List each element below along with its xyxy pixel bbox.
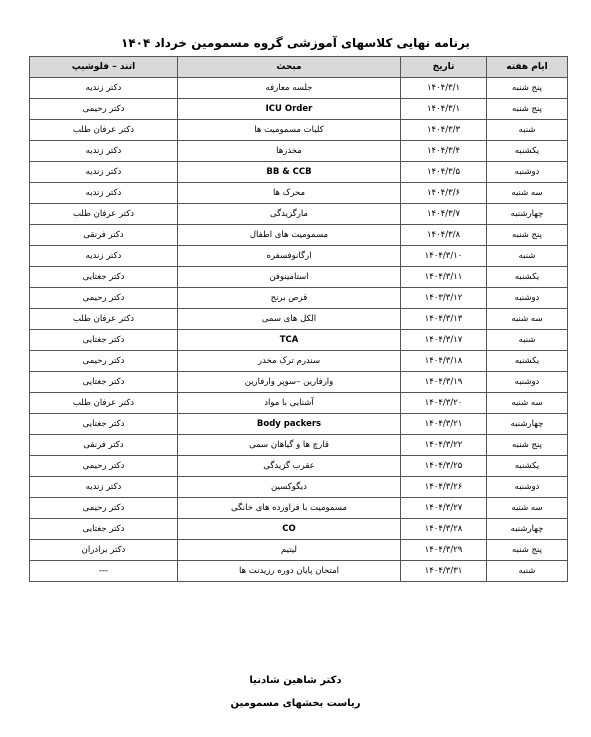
day-cell: یکشنبه [487, 456, 568, 477]
day-cell: یکشنبه [487, 267, 568, 288]
topic-cell: امتحان پایان دوره رزیدنت ها [178, 561, 401, 582]
day-cell: سه شنبه [487, 183, 568, 204]
table-row [30, 120, 568, 141]
date-cell: ۱۴۰۴/۳/۵ [401, 162, 487, 183]
teacher-cell: دکتر فرنقی [30, 225, 178, 246]
day-cell: سه شنبه [487, 498, 568, 519]
header-teacher: اتند – فلوشیپ [30, 57, 178, 78]
day-cell: چهارشنبه [487, 414, 568, 435]
table-row [30, 309, 568, 330]
teacher-cell: دکتر رحیمی [30, 351, 178, 372]
topic-cell: الکل های سمی [178, 309, 401, 330]
teacher-cell: دکتر عرفان طلب [30, 204, 178, 225]
table-row [30, 183, 568, 204]
day-cell: شنبه [487, 120, 568, 141]
teacher-cell: دکتر جغتایی [30, 330, 178, 351]
teacher-cell: دکتر جغتایی [30, 519, 178, 540]
date-cell: ۱۴۰۴/۳/۱ [401, 78, 487, 99]
teacher-cell: دکتر رحیمی [30, 288, 178, 309]
topic-cell: قرص برنج [178, 288, 401, 309]
day-cell: شنبه [487, 561, 568, 582]
date-cell: ۱۴۰۴/۳/۳ [401, 120, 487, 141]
teacher-cell: دکتر زندیه [30, 246, 178, 267]
topic-cell: قارچ ها و گیاهان سمی [178, 435, 401, 456]
teacher-cell: دکتر رحیمی [30, 456, 178, 477]
table-row [30, 561, 568, 582]
teacher-cell: دکتر زندیه [30, 477, 178, 498]
day-cell: پنج شنبه [487, 435, 568, 456]
date-cell: ۱۴۰۴/۳/۱۸ [401, 351, 487, 372]
teacher-cell: دکتر جغتایی [30, 267, 178, 288]
topic-cell: وارفارین –سوپر وارفارین [178, 372, 401, 393]
date-cell: ۱۴۰۴/۳/۱۱ [401, 267, 487, 288]
day-cell: سه شنبه [487, 309, 568, 330]
header-topic: مبحث [178, 57, 401, 78]
day-cell: پنج شنبه [487, 540, 568, 561]
teacher-cell: دکتر عرفان طلب [30, 120, 178, 141]
day-cell: سه شنبه [487, 393, 568, 414]
table-row [30, 351, 568, 372]
day-cell: شنبه [487, 330, 568, 351]
table-row [30, 498, 568, 519]
topic-cell: مسمومیت های اطفال [178, 225, 401, 246]
table-row [30, 99, 568, 120]
table-row [30, 393, 568, 414]
table-row [30, 288, 568, 309]
teacher-cell: دکتر زندیه [30, 183, 178, 204]
topic-cell: مخدرها [178, 141, 401, 162]
topic-cell: جلسه معارفه [178, 78, 401, 99]
day-cell: یکشنبه [487, 141, 568, 162]
topic-cell: مارگزیدگی [178, 204, 401, 225]
date-cell: ۱۴۰۴/۳/۳۱ [401, 561, 487, 582]
date-cell: ۱۴۰۴/۳/۲۵ [401, 456, 487, 477]
day-cell: شنبه [487, 246, 568, 267]
day-cell: دوشنبه [487, 372, 568, 393]
topic-cell: استامینوفن [178, 267, 401, 288]
topic-cell: BB & CCB [178, 162, 401, 183]
topic-cell: آشنایی با مواد [178, 393, 401, 414]
table-row [30, 435, 568, 456]
table-row [30, 414, 568, 435]
topic-cell: سندرم ترک مخدر [178, 351, 401, 372]
teacher-cell: دکتر رحیمی [30, 99, 178, 120]
table-row [30, 246, 568, 267]
date-cell: ۱۴۰۴/۳/۱۰ [401, 246, 487, 267]
topic-cell: مسمومیت با فراورده های خانگی [178, 498, 401, 519]
table-row [30, 78, 568, 99]
table-row [30, 477, 568, 498]
teacher-cell: دکتر زندیه [30, 162, 178, 183]
date-cell: ۱۴۰۴/۳/۲۹ [401, 540, 487, 561]
date-cell: ۱۴۰۴/۳/۱۳ [401, 309, 487, 330]
topic-cell: لیتیم [178, 540, 401, 561]
signature-name: دکتر شاهین شادنیا [249, 675, 342, 686]
table-row [30, 162, 568, 183]
date-cell: ۱۴۰۴/۳/۱۷ [401, 330, 487, 351]
table-row [30, 519, 568, 540]
topic-cell: TCA [178, 330, 401, 351]
teacher-cell: دکتر جغتایی [30, 372, 178, 393]
date-cell: ۱۴۰۴/۳/۷ [401, 204, 487, 225]
day-cell: پنج شنبه [487, 225, 568, 246]
day-cell: دوشنبه [487, 288, 568, 309]
teacher-cell: دکتر زندیه [30, 78, 178, 99]
date-cell: ۱۴۰۴/۳/۸ [401, 225, 487, 246]
date-cell: ۱۴۰۴/۳/۴ [401, 141, 487, 162]
topic-cell: محرک ها [178, 183, 401, 204]
date-cell: ۱۴۰۴/۳/۶ [401, 183, 487, 204]
table-row [30, 267, 568, 288]
signature-position: ریاست بخشهای مسمومین [230, 698, 361, 709]
day-cell: دوشنبه [487, 162, 568, 183]
table-row [30, 141, 568, 162]
table-row [30, 372, 568, 393]
date-cell: ۱۴۰۴/۳/۲۷ [401, 498, 487, 519]
teacher-cell: دکتر عرفان طلب [30, 393, 178, 414]
teacher-cell: --- [30, 561, 178, 582]
page-title: برنامه نهایی کلاسهای آموزشی گروه مسمومین خرداد ۱۴۰۴ [121, 36, 470, 50]
date-cell: ۱۴۰۴/۳/۱۹ [401, 372, 487, 393]
schedule-table [29, 56, 568, 582]
topic-cell: ICU Order [178, 99, 401, 120]
topic-cell: کلیات مسمومیت ها [178, 120, 401, 141]
day-cell: پنج شنبه [487, 78, 568, 99]
table-row [30, 540, 568, 561]
header-day: ایام هفته [487, 57, 568, 78]
teacher-cell: دکتر برادران [30, 540, 178, 561]
topic-cell: CO [178, 519, 401, 540]
day-cell: چهارشنبه [487, 519, 568, 540]
table-row [30, 456, 568, 477]
topic-cell: ارگانوفسفره [178, 246, 401, 267]
header-date: تاریخ [401, 57, 487, 78]
date-cell: ۱۴۰۴/۳/۲۲ [401, 435, 487, 456]
teacher-cell: دکتر رحیمی [30, 498, 178, 519]
teacher-cell: دکتر فرنقی [30, 435, 178, 456]
date-cell: ۱۴۰۴/۳/۲۶ [401, 477, 487, 498]
teacher-cell: دکتر زندیه [30, 141, 178, 162]
day-cell: یکشنبه [487, 351, 568, 372]
teacher-cell: دکتر جغتایی [30, 414, 178, 435]
table-row [30, 330, 568, 351]
table-header-row [30, 57, 568, 78]
table-row [30, 225, 568, 246]
table-row [30, 204, 568, 225]
date-cell: ۱۴۰۴/۳/۲۸ [401, 519, 487, 540]
topic-cell: Body packers [178, 414, 401, 435]
teacher-cell: دکتر عرفان طلب [30, 309, 178, 330]
day-cell: پنج شنبه [487, 99, 568, 120]
topic-cell: عقرب گزیدگی [178, 456, 401, 477]
date-cell: ۱۴۰۴/۳/۲۰ [401, 393, 487, 414]
date-cell: ۱۴۰۴/۳/۱ [401, 99, 487, 120]
schedule-body [30, 78, 568, 582]
date-cell: ۱۴۰۴/۳/۲۱ [401, 414, 487, 435]
day-cell: چهارشنبه [487, 204, 568, 225]
topic-cell: دیگوکسین [178, 477, 401, 498]
day-cell: دوشنبه [487, 477, 568, 498]
date-cell: ۱۴۰۳/۳/۱۲ [401, 288, 487, 309]
